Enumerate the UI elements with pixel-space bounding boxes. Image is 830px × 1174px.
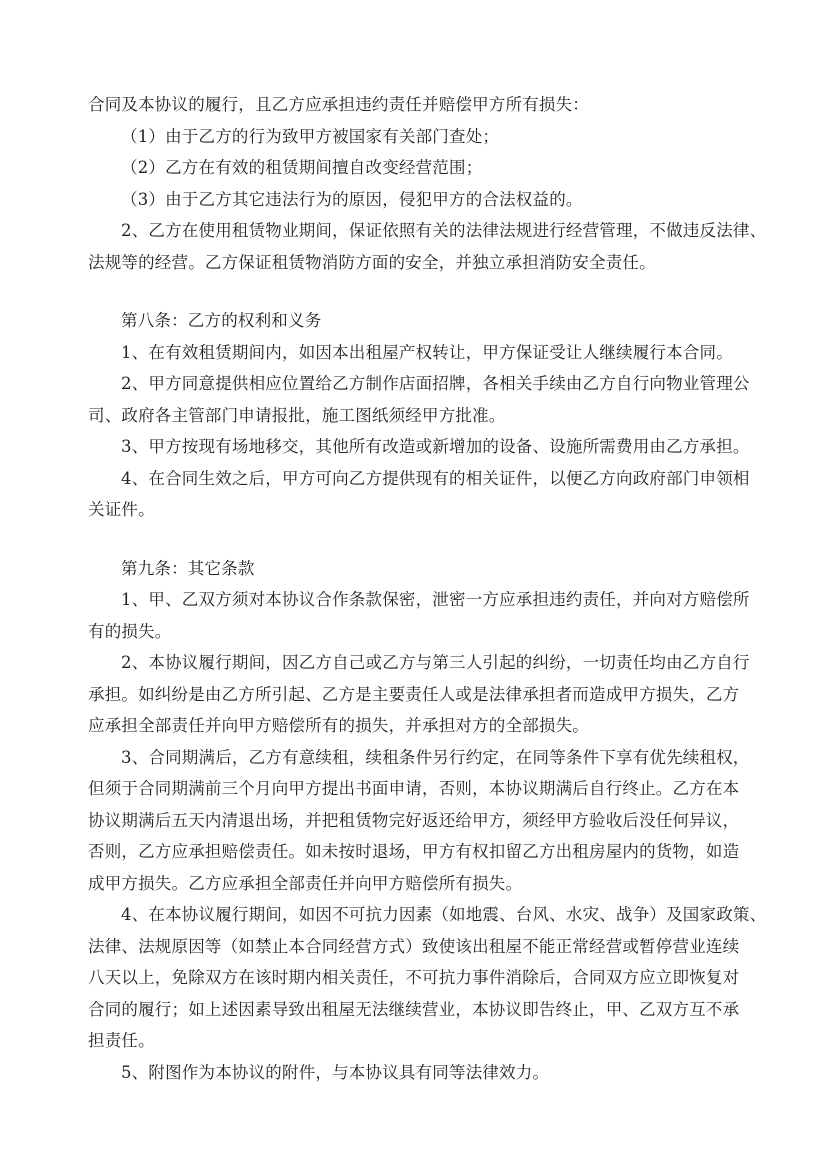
paragraph bbox=[88, 337, 768, 369]
blank-spacer bbox=[88, 526, 768, 553]
document-body bbox=[88, 89, 768, 1088]
paragraph bbox=[88, 742, 768, 900]
paragraph bbox=[88, 584, 768, 647]
text-line: 第九条：其它条款 bbox=[121, 558, 255, 578]
text-line: 2、甲方同意提供相应位置给乙方制作店面招牌，各相关手续由乙方自行向物业管理公 bbox=[121, 374, 750, 393]
text-line: 1、在有效租赁期间内，如因本出租屋产权转让，甲方保证受让人继续履行本合同。 bbox=[121, 342, 733, 362]
text-line: （2）乙方在有效的租赁期间擅自改变经营范围； bbox=[121, 158, 483, 177]
text-line: 3、甲方按现有场地移交，其他所有改造或新增加的设备、设施所需费用由乙方承担。 bbox=[121, 437, 750, 456]
text-line: （3）由于乙方其它违法行为的原因，侵犯甲方的合法权益的。 bbox=[121, 189, 583, 209]
text-line: 承担。如纠纷是由乙方所引起、乙方是主要责任人或是法律承担者而造成甲方损失，乙方 bbox=[88, 684, 740, 704]
text-line: 但须于合同期满前三个月向甲方提出书面申请，否则，本协议期满后自行终止。乙方在本 bbox=[88, 779, 740, 798]
text-line: 2、乙方在使用租赁物业期间，保证依照有关的法律法规进行经营管理，不做违反法律、 bbox=[121, 221, 767, 240]
text-line: 关证件。 bbox=[88, 500, 155, 519]
text-line: 有的损失。 bbox=[88, 621, 172, 641]
paragraph bbox=[88, 152, 768, 184]
text-line: 3、合同期满后，乙方有意续租，续租条件另行约定，在同等条件下享有优先续租权， bbox=[121, 747, 750, 767]
text-line: 协议期满后五天内清退出场，并把租赁物完好返还给甲方，须经甲方验收后没任何异议， bbox=[88, 810, 740, 830]
paragraph bbox=[88, 184, 768, 216]
paragraph bbox=[88, 553, 768, 585]
text-line: 成甲方损失。乙方应承担全部责任并向甲方赔偿所有损失。 bbox=[88, 873, 523, 893]
text-line: 1、甲、乙双方须对本协议合作条款保密，泄密一方应承担违约责任，并向对方赔偿所 bbox=[121, 590, 750, 609]
text-line: 合同及本协议的履行，且乙方应承担违约责任并赔偿甲方所有损失： bbox=[88, 95, 589, 114]
paragraph bbox=[88, 305, 768, 337]
paragraph bbox=[88, 368, 768, 431]
text-line: 应承担全部责任并向甲方赔偿所有的损失，并承担对方的全部损失。 bbox=[88, 716, 589, 735]
text-line: 八天以上，免除双方在该时期内相关责任，不可抗力事件消除后，合同双方应立即恢复对 bbox=[88, 968, 740, 987]
text-line: 5、附图作为本协议的附件，与本协议具有同等法律效力。 bbox=[121, 1062, 550, 1082]
text-line: 担责任。 bbox=[88, 1031, 155, 1050]
text-line: 第八条：乙方的权利和义务 bbox=[121, 311, 322, 330]
text-line: 法规等的经营。乙方保证租赁物消防方面的安全，并独立承担消防安全责任。 bbox=[88, 252, 656, 272]
paragraph bbox=[88, 215, 768, 278]
text-line: 4、在合同生效之后，甲方可向乙方提供现有的相关证件，以便乙方向政府部门申领相 bbox=[121, 468, 750, 488]
paragraph bbox=[88, 1057, 768, 1089]
text-line: 否则，乙方应承担赔偿责任。如未按时退场，甲方有权扣留乙方出租房屋内的货物，如造 bbox=[88, 842, 740, 861]
blank-spacer bbox=[88, 278, 768, 305]
paragraph bbox=[88, 647, 768, 742]
paragraph bbox=[88, 431, 768, 463]
paragraph bbox=[88, 89, 768, 121]
text-line: 2、本协议履行期间，因乙方自己或乙方与第三人引起的纠纷，一切责任均由乙方自行 bbox=[121, 653, 750, 672]
paragraph bbox=[88, 463, 768, 526]
text-line: （1）由于乙方的行为致甲方被国家有关部门查处； bbox=[121, 126, 500, 146]
paragraph bbox=[88, 121, 768, 153]
text-line: 4、在本协议履行期间，如因不可抗力因素（如地震、台风、水灾、战争）及国家政策、 bbox=[121, 905, 767, 924]
text-line: 司、政府各主管部门申请报批，施工图纸须经甲方批准。 bbox=[88, 405, 506, 425]
text-line: 合同的履行；如上述因素导致出租屋无法继续营业，本协议即告终止，甲、乙双方互不承 bbox=[88, 999, 740, 1019]
text-line: 法律、法规原因等（如禁止本合同经营方式）致使该出租屋不能正常经营或暂停营业连续 bbox=[88, 936, 740, 956]
paragraph bbox=[88, 899, 768, 1057]
